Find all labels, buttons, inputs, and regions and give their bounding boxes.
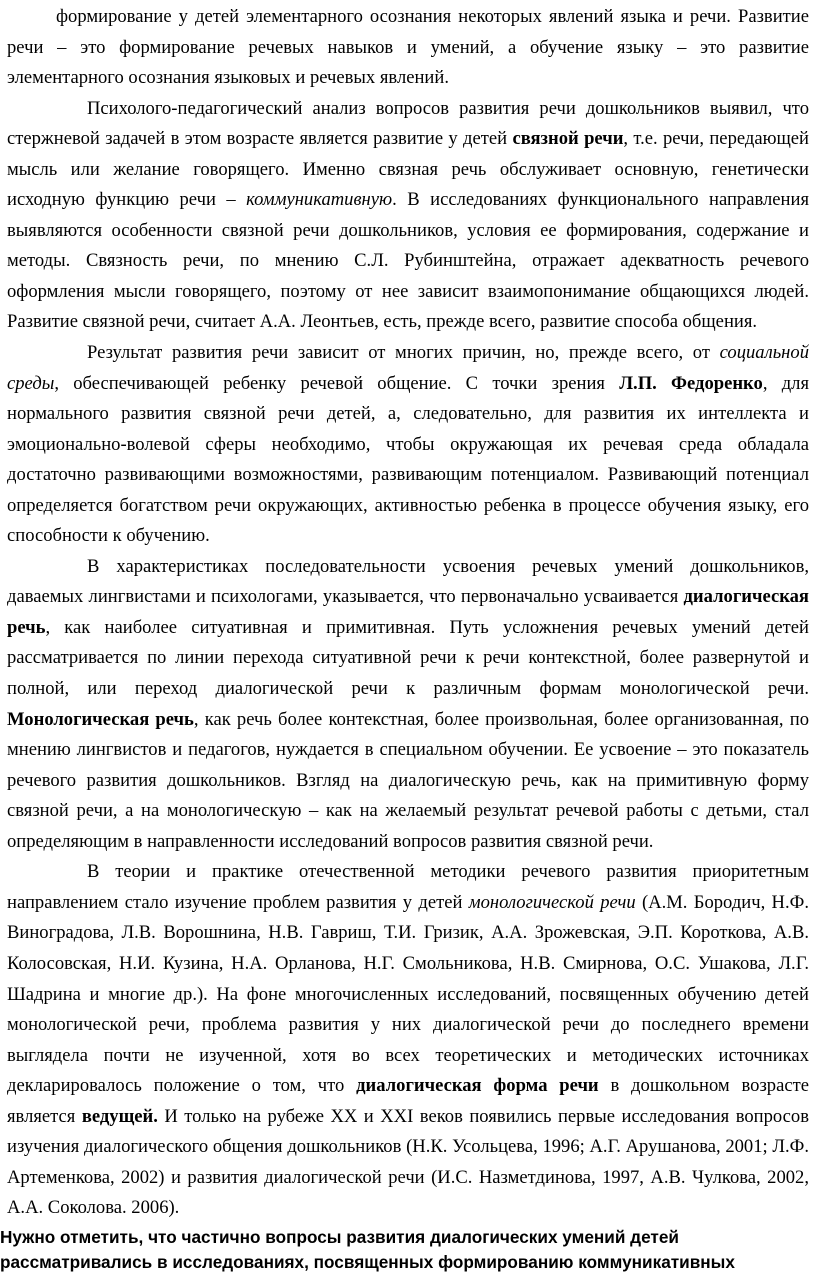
paragraph-2 (7, 94, 809, 338)
paragraph-4 (7, 552, 809, 857)
paragraph-4-text-3: , как речь более контекстная, более произвольная, более организованная, по мнению лингвистов и педагогов, нуждается в специальном обучении. Ее усвоение – это показатель речевого развития дошкольников. Взгляд на диалогическую речь, как на примитивную форму связной речи, а на монологическую – как на желаемый результат речевой работы с детьми, стал определяющим в направленности исследований вопросов развития связной речи. (7, 708, 810, 852)
paragraph-1 (7, 2, 809, 94)
paragraph-6 (0, 1225, 809, 1275)
paragraph-3-text-3: , для нормального развития связной речи детей, а, следовательно, для развития их интеллекта и эмоционально-волевой сферы необходимо, чтобы окружающая их речевая среда обладала достаточно развивающими возможностями, развивающим потенциалом. Развивающий потенциал определяется богатством речи окружающих, активностью ребенка в процессе обучения языку, его способности к обучению. (7, 372, 809, 547)
paragraph-4-text-2: , как наиболее ситуативная и примитивная. Путь усложнения речевых умений детей рассматривается по линии перехода ситуативной речи к речи контекстной, более развернутой и полной, или переход диалогической речи к различным формам монологической речи. (7, 616, 809, 700)
paragraph-6-text: Нужно отметить, что частично вопросы развития диалогических умений детей рассматривались в исследованиях, посвященных формированию коммуникативных (0, 1226, 735, 1272)
paragraph-5-text-3: в дошкольном возрасте является (7, 1075, 809, 1127)
paragraph-2-text-2: , т.е. речи, передающей мысль или желание говорящего. Именно связная речь обслуживает основную, генетически исходную функцию речи – (7, 128, 809, 211)
term-monologic-speech-italic: монологической речи (468, 891, 636, 913)
term-leading: ведущей. (81, 1105, 158, 1127)
paragraph-2-text-3: . В исследованиях функционального направления выявляются особенности связной речи дошкольников, условия ее формирования, содержание и методы. Связность речи, по мнению С.Л. Рубинштейна, отражает адекватность речевого оформления мысли говорящего, поэтому от нее зависит взаимопонимание общающихся людей. Развитие связной речи, считает А.А. Леонтьев, есть, прежде всего, развитие способа общения. (7, 189, 809, 333)
paragraph-2-text-1: Психолого-педагогический анализ вопросов развития речи дошкольников выявил, что стержневой задачей в этом возрасте является развитие у детей (7, 97, 809, 150)
paragraph-4-text-1: В характеристиках последовательности усвоения речевых умений дошкольников, даваемых лингвистами и психологами, указывается, что первоначально усваивается (7, 555, 809, 608)
term-connected-speech: связной речи (512, 128, 624, 150)
term-monologic-speech: Монологическая речь (7, 708, 194, 730)
document-page (0, 2, 810, 1275)
term-communicative: коммуникативную (246, 189, 393, 211)
paragraph-5-text-4: И только на рубеже XX и XXI веков появились первые исследования вопросов изучения диалогического общения дошкольников (Н.К. Усольцева, 1996; А.Г. Арушанова, 2001; Л.Ф. Артеменкова, 2002) и развития диалогической речи (И.С. Назметдинова, 1997, А.В. Чулкова, 2002, А.А. Соколова. 2006). (7, 1105, 810, 1219)
paragraph-3-text-1: Результат развития речи зависит от многих причин, но, прежде всего, от (87, 342, 720, 364)
paragraph-3-text-2: , обеспечивающей ребенку речевой общение. С точки зрения (54, 372, 620, 394)
paragraph-5 (7, 857, 809, 1224)
paragraph-1-text: формирование у детей элементарного осознания некоторых явлений языка и речи. Развитие речи – это формирование речевых навыков и умений, а обучение языку – это развитие элементарного осознания языковых и речевых явлений. (7, 6, 809, 89)
term-dialogic-speech: диалогическая речь (7, 586, 809, 638)
author-fedorenko: Л.П. Федоренко (619, 372, 763, 394)
term-social-environment: социальной среды (7, 342, 809, 394)
paragraph-5-text-2: (А.М. Бородич, Н.Ф. Виноградова, Л.В. Ворошнина, Н.В. Гавриш, Т.И. Гризик, А.А. Зрожевская, Э.П. Короткова, А.В. Колосовская, Н.И. Кузина, Н.А. Орланова, Н.Г. Смольникова, Н.В. Смирнова, О.С. Ушакова, Л.Г. Шадрина и многие др.). На фоне многочисленных исследований, посвященных обучению детей монологической речи, проблема развития у них диалогической речи до последнего времени выглядела почти не изученной, хотя во всех теоретических и методических источниках декларировалось положение о том, что (7, 891, 809, 1097)
paragraph-3 (7, 338, 809, 552)
term-dialogic-form: диалогическая форма речи (356, 1075, 599, 1097)
paragraph-5-text-1: В теории и практике отечественной методики речевого развития приоритетным направлением стало изучение проблем развития у детей (7, 861, 809, 913)
